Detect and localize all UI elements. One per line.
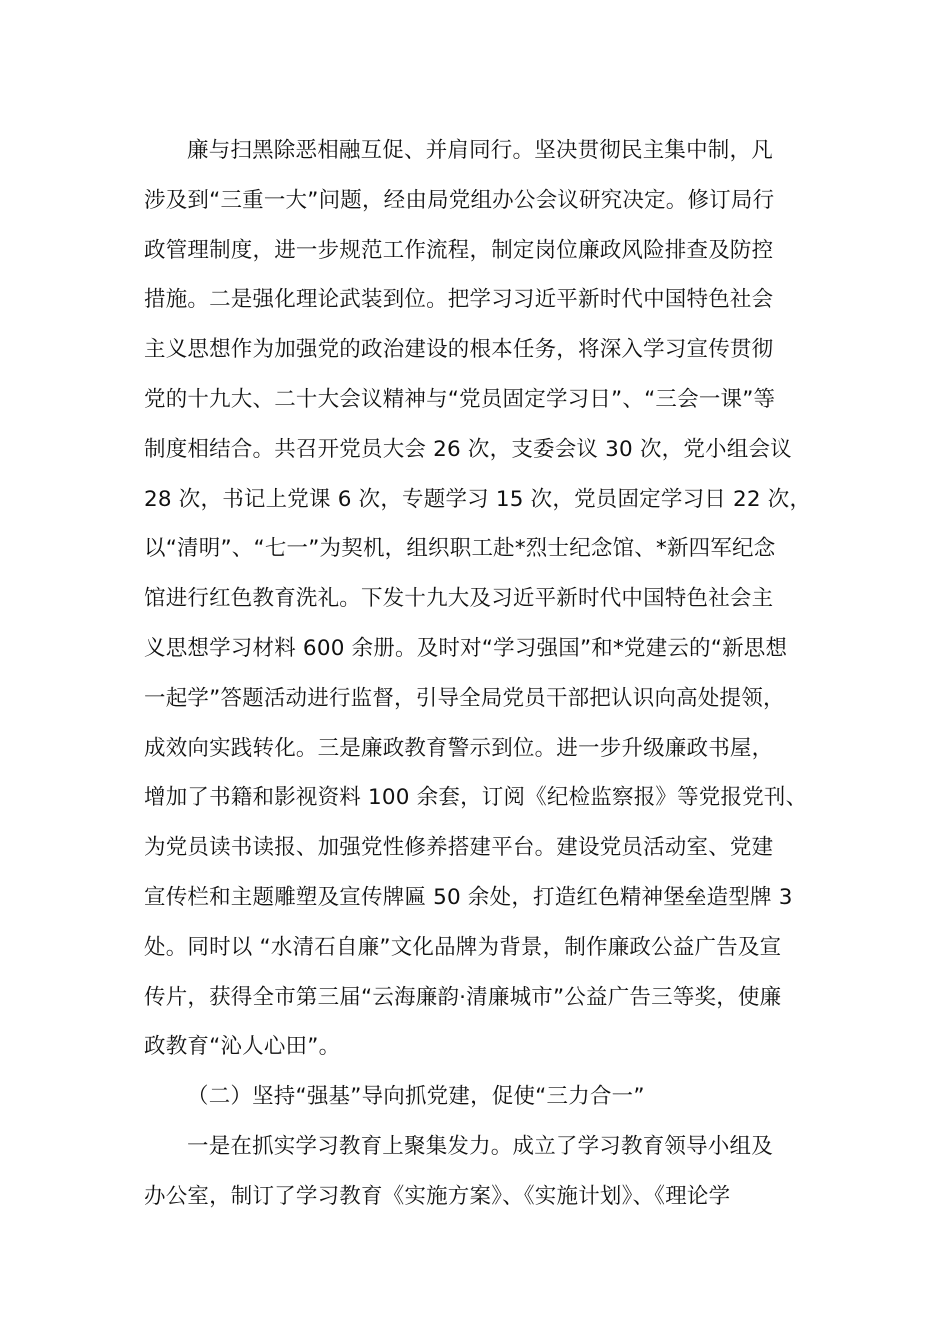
paragraph-line: 措施。二是强化理论武装到位。把学习习近平新时代中国特色社会 (144, 287, 774, 313)
paragraph-line: 廉与扫黑除恶相融互促、并肩同行。坚决贯彻民主集中制，凡 (187, 138, 773, 163)
paragraph-line: 以“清明”、“七一”为契机，组织职工赴*烈士纪念馆、*新四军纪念 (144, 536, 776, 562)
paragraph-line: 宣传栏和主题雕塑及宣传牌匾 50 余处，打造红色精神堡垒造型牌 3 (144, 884, 793, 910)
section-heading: （二）坚持“强基”导向抓党建，促使“三力合一” (187, 1084, 645, 1110)
paragraph-line: 一是在抓实学习教育上聚集发力。成立了学习教育领导小组及 (187, 1133, 773, 1159)
paragraph-line: 成效向实践转化。三是廉政教育警示到位。进一步升级廉政书屋， (144, 735, 774, 761)
paragraph-line: 政教育“沁人心田”。 (144, 1034, 341, 1060)
paragraph-line: 办公室，制订了学习教育《实施方案》、《实施计划》、《理论学 (144, 1183, 731, 1209)
paragraph-line: 政管理制度，进一步规范工作流程，制定岗位廉政风险排查及防控 (144, 237, 774, 263)
paragraph-line: 传片，获得全市第三届“云海廉韵·清廉城市”公益广告三等奖，使廉 (144, 984, 782, 1010)
paragraph-line: 处。同时以 “水清石自廉”文化品牌为背景，制作廉政公益广告及宣 (144, 934, 782, 960)
paragraph-line: 主义思想作为加强党的政治建设的根本任务，将深入学习宣传贯彻 (144, 337, 774, 363)
paragraph-line: 党的十九大、二十大会议精神与“党员固定学习日”、“三会一课”等 (144, 386, 776, 412)
paragraph-line: 制度相结合。共召开党员大会 26 次，支委会议 30 次，党小组会议 (144, 436, 792, 462)
body-text (144, 126, 816, 1222)
paragraph-line: 28 次，书记上党课 6 次，专题学习 15 次，党员固定学习日 22 次， (144, 486, 812, 512)
paragraph-line: 为党员读书读报、加强党性修养搭建平台。建设党员活动室、党建 (144, 835, 774, 861)
paragraph-line: 义思想学习材料 600 余册。及时对“学习强国”和*党建云的“新思想 (144, 635, 788, 661)
paragraph-line: 增加了书籍和影视资料 100 余套，订阅《纪检监察报》等党报党刊、 (144, 785, 808, 811)
paragraph-line: 馆进行红色教育洗礼。下发十九大及习近平新时代中国特色社会主 (144, 586, 774, 612)
paragraph-line: 涉及到“三重一大”问题，经由局党组办公会议研究决定。修订局行 (144, 187, 775, 213)
paragraph-line: 一起学”答题活动进行监督，引导全局党员干部把认识向高处提领， (144, 685, 785, 711)
